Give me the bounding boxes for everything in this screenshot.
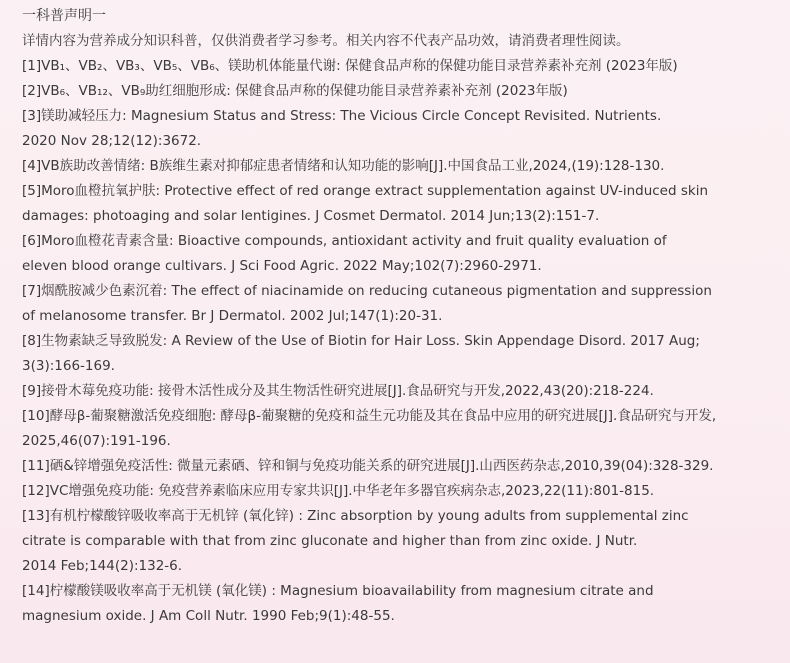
reference-item (22, 479, 774, 504)
reference-item (22, 504, 774, 579)
reference-item (22, 279, 774, 329)
reference-item (22, 454, 774, 479)
reference-line: [9]接骨木莓免疫功能: 接骨木活性成分及其生物活性研究进展[J].食品研究与开发,2022,43(20):218-224. (22, 383, 654, 399)
reference-line: [2]VB₆、VB₁₂、VB₉助红细胞形成: 保健食品声称的保健功能目录营养素补充剂 (2023年版) (22, 83, 568, 99)
reference-line: [13]有机柠檬酸锌吸收率高于无机锌 (氧化锌) : Zinc absorption by young adults from supplemental zinc (22, 508, 689, 524)
reference-list (22, 54, 774, 629)
reference-line: [7]烟酰胺减少色素沉着: The effect of niacinamide on reducing cutaneous pigmentation and suppression (22, 283, 712, 299)
reference-line: of melanosome transfer. Br J Dermatol. 2002 Jul;147(1):20-31. (22, 308, 443, 324)
reference-line: [14]柠檬酸镁吸收率高于无机镁 (氧化镁) : Magnesium bioavailability from magnesium citrate and (22, 583, 654, 599)
reference-line: eleven blood orange cultivars. J Sci Food Agric. 2022 May;102(7):2960-2971. (22, 258, 542, 274)
disclaimer-notice: 详情内容为营养成分知识科普，仅供消费者学习参考。相关内容不代表产品功效，请消费者理性阅读。 (22, 33, 630, 49)
reference-line: [5]Moro血橙抗氧护肤: Protective effect of red orange extract supplementation against UV-induced skin (22, 183, 709, 199)
reference-line: magnesium oxide. J Am Coll Nutr. 1990 Feb;9(1):48-55. (22, 608, 395, 624)
reference-line: [10]酵母β-葡聚糖激活免疫细胞: 酵母β-葡聚糖的免疫和益生元功能及其在食品中应用的研究进展[J].食品研究与开发, (22, 408, 717, 424)
reference-item (22, 579, 774, 629)
reference-line: 3(3):166-169. (22, 358, 115, 374)
reference-line: 2020 Nov 28;12(12):3672. (22, 133, 202, 149)
reference-line: citrate is comparable with that from zinc gluconate and higher than from zinc oxide. J Nutr. (22, 533, 638, 549)
reference-item (22, 79, 774, 104)
reference-line: [1]VB₁、VB₂、VB₃、VB₅、VB₆、镁助机体能量代谢: 保健食品声称的保健功能目录营养素补充剂 (2023年版) (22, 58, 678, 74)
reference-line: [6]Moro血橙花青素含量: Bioactive compounds, antioxidant activity and fruit quality evaluation of (22, 233, 667, 249)
reference-item (22, 404, 774, 454)
reference-item (22, 154, 774, 179)
reference-item (22, 329, 774, 379)
reference-line: [4]VB族助改善情绪: B族维生素对抑郁症患者情绪和认知功能的影响[J].中国食品工业,2024,(19):128-130. (22, 158, 665, 174)
reference-line: [11]硒&锌增强免疫活性: 微量元素硒、锌和铜与免疫功能关系的研究进展[J].山西医药杂志,2010,39(04):328-329. (22, 458, 714, 474)
reference-line: damages: photoaging and solar lentigines. J Cosmet Dermatol. 2014 Jun;13(2):151-7. (22, 208, 600, 224)
reference-line: 2014 Feb;144(2):132-6. (22, 558, 183, 574)
reference-item (22, 179, 774, 229)
reference-item (22, 379, 774, 404)
reference-line: [8]生物素缺乏导致脱发: A Review of the Use of Biotin for Hair Loss. Skin Appendage Disord. 2017 Aug; (22, 333, 700, 349)
reference-line: [3]镁助减轻压力: Magnesium Status and Stress: The Vicious Circle Concept Revisited. Nutrients. (22, 108, 662, 124)
reference-item (22, 104, 774, 154)
reference-item (22, 54, 774, 79)
section-title: 一科普声明一 (22, 8, 106, 24)
reference-item (22, 229, 774, 279)
disclaimer-section (22, 4, 774, 629)
reference-line: 2025,46(07):191-196. (22, 433, 171, 449)
reference-line: [12]VC增强免疫功能: 免疫营养素临床应用专家共识[J].中华老年多器官疾病杂志,2023,22(11):801-815. (22, 483, 655, 499)
